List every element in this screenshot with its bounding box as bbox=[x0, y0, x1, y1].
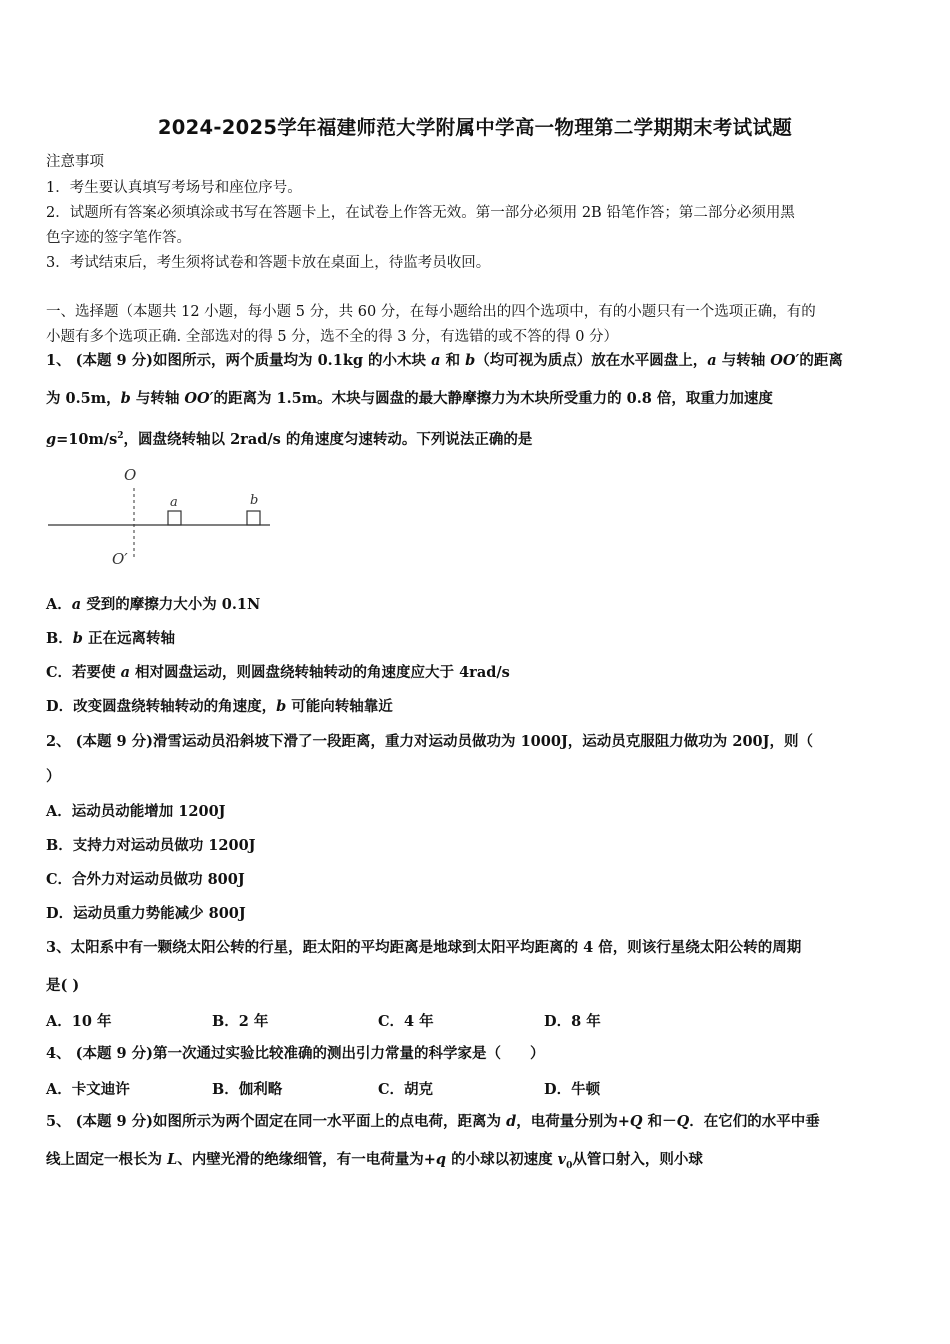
q4-option-a: A．卡文迪许 bbox=[46, 1081, 130, 1098]
question-1-line-3: $g=10m/s^2$，圆盘绕转轴以 2rad/s 的角速度匀速转动。下列说法正确的是 bbox=[46, 430, 533, 448]
q3-option-a: A．10 年 bbox=[46, 1013, 112, 1030]
notice-item: 2．试题所有答案必须填涂或书写在答题卡上，在试卷上作答无效。第一部分必须用 2B 铅笔作答；第二部分必须用黑 bbox=[46, 205, 795, 221]
block-b bbox=[247, 511, 260, 525]
question-1-line-1: 1、 (本题 9 分)如图所示，两个质量均为 0.1kg 的小木块 a 和 b（均可视为质点）放在水平圆盘上，a 与转轴 OO′的距离 bbox=[46, 352, 843, 369]
notice-item: 色字迹的签字笔作答。 bbox=[46, 230, 191, 246]
question-4-line-1: 4、 (本题 9 分)第一次通过实验比较准确的测出引力常量的科学家是（ ） bbox=[46, 1045, 545, 1062]
label-a: a bbox=[170, 495, 178, 510]
question-5-line-2: 线上固定一根长为 L、内壁光滑的绝缘细管，有一电荷量为+q 的小球以初速度 $v_0$从管口射入，则小球 bbox=[46, 1151, 703, 1171]
page-title: 2024-2025学年福建师范大学附属中学高一物理第二学期期末考试试题 bbox=[157, 116, 793, 139]
section-heading: 一、选择题（本题共 12 小题，每小题 5 分，共 60 分，在每小题给出的四个选项中，有的小题只有一个选项正确，有的 bbox=[46, 304, 816, 320]
q2-option-b: B．支持力对运动员做功 1200J bbox=[46, 837, 256, 854]
question-2-line-1: 2、 (本题 9 分)滑雪运动员沿斜坡下滑了一段距离，重力对运动员做功为 1000J，运动员克服阻力做功为 200J，则（ bbox=[46, 733, 813, 750]
q3-option-d: D．8 年 bbox=[544, 1013, 601, 1030]
disc-figure bbox=[44, 458, 274, 578]
q4-option-b: B．伽利略 bbox=[212, 1081, 283, 1098]
question-2-line-2: ） bbox=[46, 768, 61, 785]
section-heading-cont: 小题有多个选项正确. 全部选对的得 5 分，选不全的得 3 分，有选错的或不答的得 0 分） bbox=[46, 329, 619, 345]
label-b: b bbox=[250, 493, 259, 508]
label-o: O bbox=[124, 466, 137, 484]
question-5-line-1: 5、 (本题 9 分)如图所示为两个固定在同一水平面上的点电荷，距离为 d，电荷量分别为+Q 和－Q．在它们的水平中垂 bbox=[46, 1113, 820, 1130]
question-3-line-2: 是( ) bbox=[46, 977, 80, 994]
q4-options bbox=[46, 1078, 906, 1099]
q1-option-d: D．改变圆盘绕转轴转动的角速度，b 可能向转轴靠近 bbox=[46, 698, 393, 715]
q1-option-a: A．a 受到的摩擦力大小为 0.1N bbox=[46, 596, 261, 613]
q3-option-c: C．4 年 bbox=[378, 1013, 434, 1030]
block-a bbox=[168, 511, 181, 525]
notice-item: 1．考生要认真填写考场号和座位序号。 bbox=[46, 180, 302, 196]
notice-heading: 注意事项 bbox=[46, 154, 104, 170]
q1-option-c: C．若要使 a 相对圆盘运动，则圆盘绕转轴转动的角速度应大于 4rad/s bbox=[46, 664, 510, 681]
label-o-prime: O′ bbox=[112, 550, 128, 568]
q4-option-c: C．胡克 bbox=[378, 1081, 434, 1098]
q2-option-a: A．运动员动能增加 1200J bbox=[46, 803, 226, 820]
q2-option-d: D．运动员重力势能减少 800J bbox=[46, 905, 246, 922]
q2-option-c: C．合外力对运动员做功 800J bbox=[46, 871, 245, 888]
q1-option-b: B．b 正在远离转轴 bbox=[46, 630, 175, 647]
question-1-line-2: 为 0.5m，b 与转轴 OO′的距离为 1.5m。木块与圆盘的最大静摩擦力为木块所受重力的 0.8 倍，取重力加速度 bbox=[46, 390, 773, 407]
q4-option-d: D．牛顿 bbox=[544, 1081, 601, 1098]
question-3-line-1: 3、太阳系中有一颗绕太阳公转的行星，距太阳的平均距离是地球到太阳平均距离的 4 倍，则该行星绕太阳公转的周期 bbox=[46, 939, 802, 956]
q3-option-b: B．2 年 bbox=[212, 1013, 269, 1030]
q3-options bbox=[46, 1010, 906, 1031]
notice-item: 3．考试结束后，考生须将试卷和答题卡放在桌面上，待监考员收回。 bbox=[46, 255, 491, 271]
